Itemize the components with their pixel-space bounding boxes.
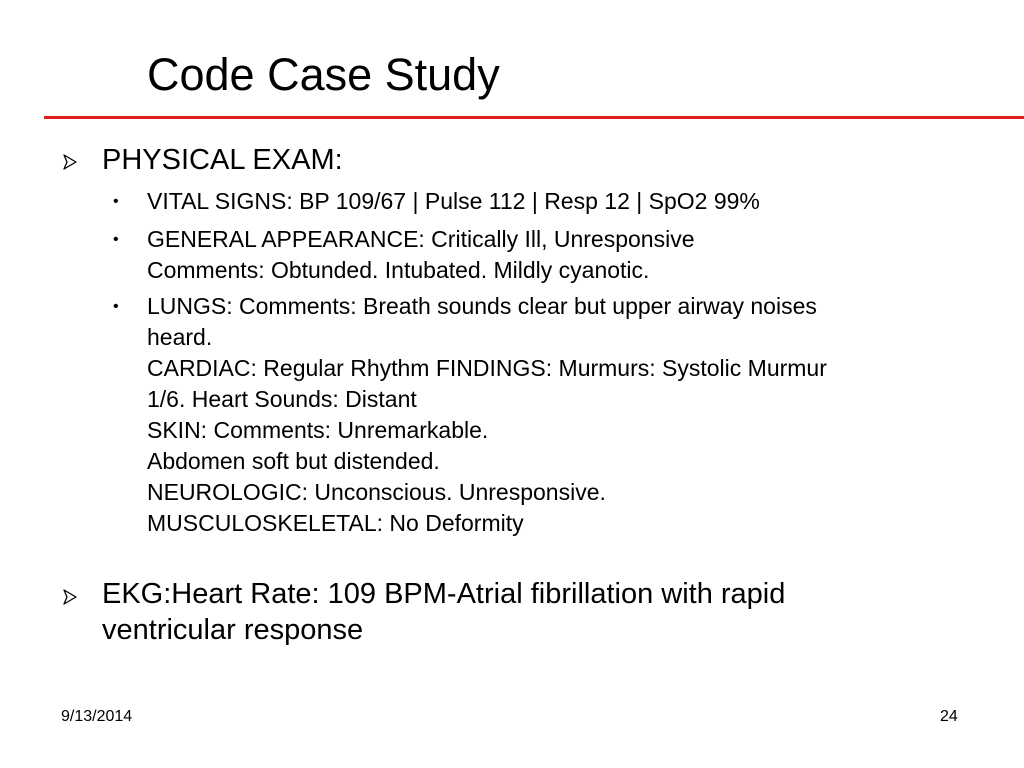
bullet-physical-exam: PHYSICAL EXAM:	[102, 144, 343, 176]
text-line: 1/6. Heart Sounds: Distant	[147, 386, 417, 412]
sub-bullet-lungs-cardiac	[147, 291, 1007, 539]
footer-date: 9/13/2014	[61, 708, 133, 725]
text-line: GENERAL APPEARANCE: Critically Ill, Unresponsive	[147, 226, 695, 252]
text-line: Comments: Obtunded. Intubated. Mildly cyanotic.	[147, 257, 650, 283]
text-line: NEUROLOGIC: Unconscious. Unresponsive.	[147, 479, 606, 505]
text-line: VITAL SIGNS: BP 109/67 | Pulse 112 | Resp 12 | SpO2 99%	[147, 188, 760, 214]
text-line: heard.	[147, 324, 213, 350]
sub-bullet-dot-icon: •	[113, 298, 119, 315]
text-line: LUNGS: Comments: Breath sounds clear but upper airway noises	[147, 293, 817, 319]
text-line: SKIN: Comments: Unremarkable.	[147, 417, 489, 443]
text-line: CARDIAC: Regular Rhythm FINDINGS: Murmurs: Systolic Murmur	[147, 355, 827, 381]
text-line: Abdomen soft but distended.	[147, 448, 440, 474]
slide-title: Code Case Study	[147, 49, 500, 100]
title-divider	[44, 116, 1024, 119]
bullet-ekg	[102, 576, 785, 648]
text-line: EKG:Heart Rate: 109 BPM-Atrial fibrillation with rapid	[102, 578, 786, 610]
sub-bullet-general-appearance	[147, 224, 1007, 286]
arrow-bullet-icon	[61, 153, 79, 171]
arrow-bullet-icon	[61, 588, 79, 606]
sub-bullet-dot-icon: •	[113, 231, 119, 248]
text-line: MUSCULOSKELETAL: No Deformity	[147, 510, 524, 536]
text-line: ventricular response	[102, 614, 364, 646]
sub-bullet-dot-icon: •	[113, 193, 119, 210]
footer-page-number: 24	[940, 708, 958, 725]
sub-bullet-vital-signs	[147, 186, 1007, 217]
